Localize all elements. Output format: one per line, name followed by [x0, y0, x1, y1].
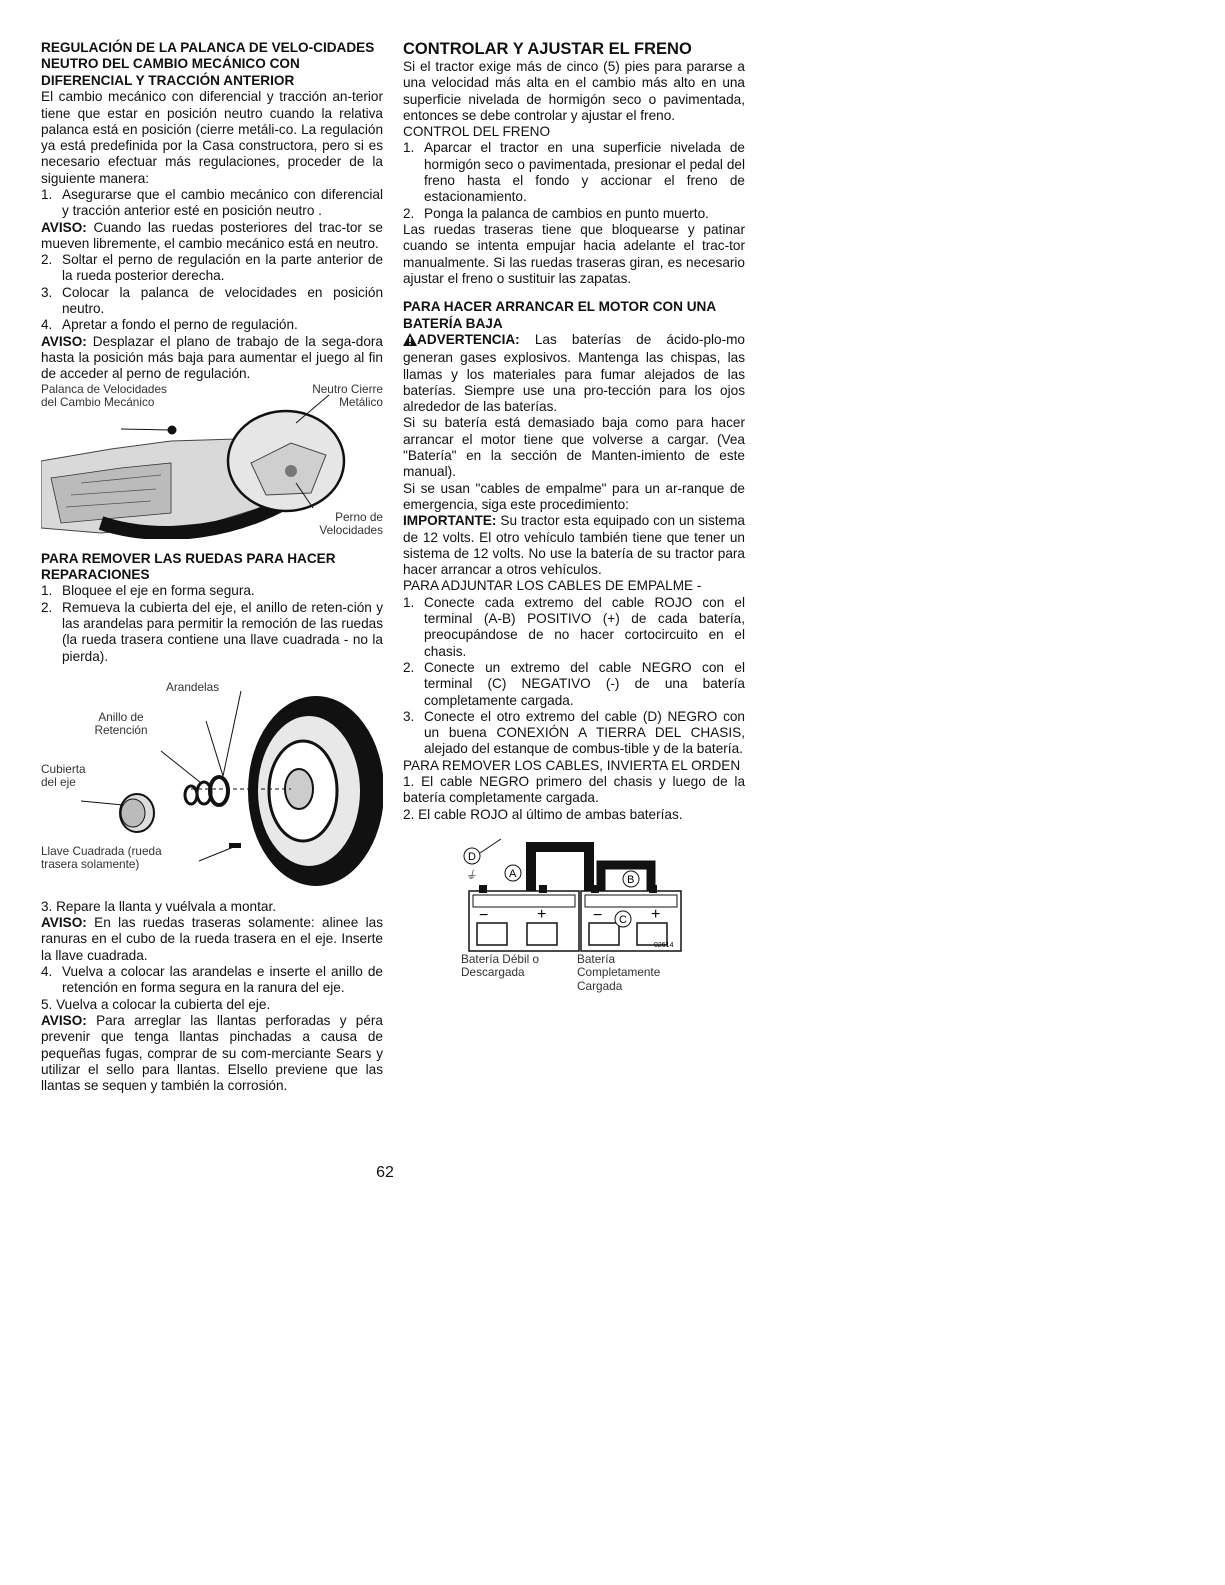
- label-neutral-lock: Neutro Cierre Metálico: [312, 381, 383, 410]
- subheading: PARA ADJUNTAR LOS CABLES DE EMPALME -: [403, 578, 702, 594]
- notice-paragraph: AVISO: Cuando las ruedas posteriores del trac-tor se mueven libremente, el cambio mecánico está en neutro.: [41, 219, 383, 251]
- callout-B: B: [627, 873, 635, 886]
- section-title-jump-start: PARA HACER ARRANCAR EL MOTOR CON UNA BATERÍA BAJA: [403, 299, 716, 331]
- label-weak-battery: Batería Débil o Descargada: [461, 951, 540, 980]
- svg-text:+: +: [537, 905, 547, 923]
- notice-paragraph: AVISO: Para arreglar las llantas perforadas y péra prevenir que tenga llantas pinchadas a causa de pequeñas fugas, comprar de su com-merciante Sears y utilizar el sello para llantas. Elsello previene que las llantas se sequen y también la corrosión.: [41, 1012, 383, 1094]
- left-column: [41, 40, 383, 1094]
- paragraph: 2. El cable ROJO al último de ambas baterías.: [403, 806, 683, 822]
- list-item: 1. Aparcar el tractor en una superficie nivelada de hormigón seco o pavimentada, presionar el pedal del freno hasta el fondo y accionar el freno de estacionamiento.: [403, 140, 745, 205]
- callout-D: D: [468, 850, 476, 863]
- important-paragraph: IMPORTANTE: Su tractor esta equipado con un sistema de 12 volts. El otro vehículo también tiene que tener un sistema de 12 volts. No use la batería de su tractor para hacer arrancar a otros vehículos.: [403, 513, 745, 578]
- notice-paragraph: AVISO: En las ruedas traseras solamente: alinee las ranuras en el cubo de la rueda trasera en el eje. Inserte la llave cuadrada.: [41, 915, 383, 963]
- figure-shift-lever: [41, 383, 383, 539]
- label-speed-bolt: Perno de Velocidades: [319, 509, 383, 538]
- notice-paragraph: AVISO: Desplazar el plano de trabajo de la sega-dora hasta la posición más baja para aumentar el juego al fin de acceder al perno de regulación.: [41, 333, 383, 382]
- list-item: 2. Remueva la cubierta del eje, el anillo de reten-ción y las arandelas para permitir la remoción de las ruedas (la rueda trasera contiene una llave cuadrada - no la pierda).: [41, 599, 383, 664]
- paragraph: 1. El cable NEGRO primero del chasis y luego de la batería completamente cargada.: [403, 773, 745, 806]
- section-title-neutral-adjust: REGULACIÓN DE LA PALANCA DE VELO-CIDADES NEUTRO DEL CAMBIO MECÁNICO CON DIFERENCIAL Y TRACCIÓN ANTERIOR: [41, 40, 375, 88]
- paragraph: Si su batería está demasiado baja como para hacer arrancar el motor tiene que volverse a cargar. (Vea "Batería" en la sección de Manten-imiento de este manual).: [403, 415, 745, 480]
- list-item: 1. Asegurarse que el cambio mecánico con diferencial y tracción anterior esté en posición neutro .: [41, 187, 383, 219]
- label-retaining-ring: Anillo de Retención: [94, 709, 148, 738]
- svg-text:⏚: ⏚: [465, 867, 478, 882]
- label-axle-cover: Cubierta del eje: [41, 761, 86, 790]
- svg-text:+: +: [651, 905, 661, 923]
- paragraph: Si se usan "cables de empalme" para un ar-ranque de emergencia, siga este procedimiento:: [403, 480, 745, 512]
- svg-text:−: −: [593, 906, 603, 924]
- section-title-remove-wheels: PARA REMOVER LAS RUEDAS PARA HACER REPARACIONES: [41, 550, 336, 582]
- callout-A: A: [509, 867, 517, 880]
- figure-wheel-parts: [41, 681, 383, 891]
- label-shift-lever: Palanca de Velocidades del Cambio Mecánico: [41, 381, 167, 410]
- right-column: [403, 40, 745, 1035]
- section-title-brake: CONTROLAR Y AJUSTAR EL FRENO: [403, 40, 692, 58]
- list-item: 1. Conecte cada extremo del cable ROJO con el terminal (A-B) POSITIVO (+) de cada batería, preocupándose de no hacer cortocircuito en el chasis.: [403, 594, 745, 659]
- subheading: CONTROL DEL FRENO: [403, 124, 551, 140]
- warning-paragraph: ADVERTENCIA: Las baterías de ácido-plo-mo generan gases explosivos. Mantenga las chispas, las llamas y los materiales para fumar alejados de las baterías. Siempre use una pro-tección para los ojos alrededor de las baterías.: [403, 331, 745, 415]
- callout-C: C: [619, 913, 627, 926]
- figure-code: 02614: [654, 941, 674, 949]
- list-item: 4. Vuelva a colocar las arandelas e inserte el anillo de retención en forma segura en la ranura del eje.: [41, 964, 383, 996]
- list-item: 3. Colocar la palanca de velocidades en posición neutro.: [41, 284, 383, 317]
- warning-icon: [403, 333, 417, 350]
- paragraph: 3. Repare la llanta y vuélvala a montar.: [41, 898, 277, 914]
- label-square-key: Llave Cuadrada (rueda trasera solamente): [41, 843, 162, 872]
- svg-text:−: −: [479, 906, 489, 924]
- list-item: 2. Conecte un extremo del cable NEGRO con el terminal (C) NEGATIVO (-) de una batería completamente cargada.: [403, 659, 745, 708]
- paragraph: El cambio mecánico con diferencial y tracción an-terior tiene que estar en posición neutro cuando la relativa palanca está en posición (cierre metáli-co. La regulación ya está predefinida por la Casa constructora, pero si es necesario efectuar más regulaciones, proceder de la siguiente manera:: [41, 89, 383, 186]
- list-item: 4. Apretar a fondo el perno de regulación.: [41, 317, 298, 333]
- list-item: 3. Conecte el otro extremo del cable (D) NEGRO con un buena CONEXIÓN A TIERRA DEL CHASIS, alejado del estanque de combus-tible y de la batería.: [403, 708, 745, 757]
- figure-jumper-cables: [451, 835, 745, 1035]
- label-washers: Arandelas: [166, 679, 220, 694]
- paragraph: Si el tractor exige más de cinco (5) pies para pararse a una velocidad más alta en el cambio más alto en una superficie nivelada de hormigón seco o pavimentada, entonces se debe controlar y ajustar el freno.: [403, 59, 745, 123]
- list-item: 2. Ponga la palanca de cambios en punto muerto.: [403, 205, 709, 221]
- label-charged-battery: Batería Completamente Cargada: [577, 951, 661, 993]
- paragraph: Las ruedas traseras tiene que bloquearse y patinar cuando se intenta empujar hacia adelante el trac-tor manualmente. Si las ruedas traseras giran, es necesario ajustar el freno o sustituir las zapatas.: [403, 221, 745, 286]
- paragraph: 5. Vuelva a colocar la cubierta del eje.: [41, 996, 271, 1012]
- list-item: 1. Bloquee el eje en forma segura.: [41, 583, 255, 599]
- list-item: 2. Soltar el perno de regulación en la parte anterior de la rueda posterior derecha.: [41, 252, 383, 284]
- page-number: 62: [376, 1164, 394, 1181]
- subheading: PARA REMOVER LOS CABLES, INVIERTA EL ORDEN: [403, 757, 741, 773]
